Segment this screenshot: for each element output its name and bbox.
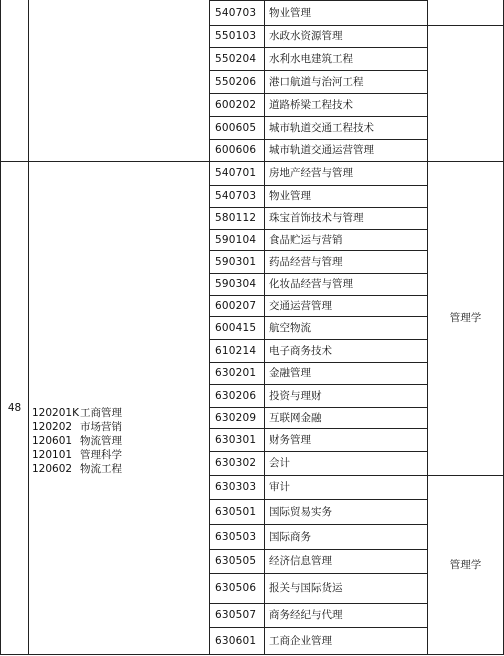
- program-code: 630302: [210, 452, 265, 476]
- program-name: 国际贸易实务: [265, 500, 428, 525]
- program-code: 630507: [210, 604, 265, 628]
- row-number-cell-previous: [0, 0, 29, 162]
- program-name: 审计: [265, 476, 428, 500]
- program-name: 药品经营与管理: [265, 251, 428, 274]
- major-item: [32, 434, 122, 448]
- program-name: 港口航道与治河工程: [265, 71, 428, 94]
- program-code: 550103: [210, 26, 265, 48]
- program-name: 商务经纪与代理: [265, 604, 428, 628]
- row-number-cell: 48: [0, 162, 29, 655]
- program-code: 600207: [210, 296, 265, 317]
- program-code: 630209: [210, 408, 265, 429]
- program-code: 630201: [210, 363, 265, 385]
- program-name: 投资与理财: [265, 385, 428, 408]
- program-name: 道路桥梁工程技术: [265, 94, 428, 117]
- program-code: 550204: [210, 48, 265, 71]
- program-code: 550206: [210, 71, 265, 94]
- program-code: 610214: [210, 340, 265, 363]
- program-name: 城市轨道交通运营管理: [265, 140, 428, 162]
- program-name: 会计: [265, 452, 428, 476]
- program-name: 食品贮运与营销: [265, 230, 428, 251]
- program-name: 互联网金融: [265, 408, 428, 429]
- program-code: 600202: [210, 94, 265, 117]
- program-name: 财务管理: [265, 429, 428, 452]
- category-cell-previous-b: [428, 26, 504, 162]
- program-code: 590301: [210, 251, 265, 274]
- major-name: 物流工程: [80, 463, 122, 475]
- program-name: 报关与国际货运: [265, 574, 428, 604]
- program-name: 电子商务技术: [265, 340, 428, 363]
- major-name: 工商管理: [80, 407, 122, 419]
- program-name: 水利水电建筑工程: [265, 48, 428, 71]
- program-code: 590304: [210, 274, 265, 296]
- program-name: 物业管理: [265, 186, 428, 208]
- program-code: 630503: [210, 525, 265, 550]
- program-code: 540701: [210, 162, 265, 186]
- major-code: 120202: [32, 421, 73, 433]
- major-code: 120602: [32, 463, 73, 475]
- program-code: 600605: [210, 117, 265, 140]
- program-code: 630301: [210, 429, 265, 452]
- major-name: 市场营销: [80, 421, 122, 433]
- major-item: [32, 448, 122, 462]
- category-cell-previous-a: [428, 0, 504, 26]
- program-code: 630506: [210, 574, 265, 604]
- program-name: 珠宝首饰技术与管理: [265, 208, 428, 230]
- majors-cell: [29, 162, 210, 655]
- program-name: 工商企业管理: [265, 628, 428, 655]
- program-code: 540703: [210, 186, 265, 208]
- program-code: 600415: [210, 317, 265, 340]
- program-name: 交通运营管理: [265, 296, 428, 317]
- program-code: 540703: [210, 0, 265, 26]
- program-code: 590104: [210, 230, 265, 251]
- major-name: 物流管理: [80, 435, 122, 447]
- major-name: 管理科学: [80, 449, 122, 461]
- program-name: 化妆品经营与管理: [265, 274, 428, 296]
- program-code: 600606: [210, 140, 265, 162]
- program-name: 金融管理: [265, 363, 428, 385]
- major-code: 120101: [32, 449, 73, 461]
- category-cell-second: 管理学: [428, 476, 504, 655]
- program-name: 航空物流: [265, 317, 428, 340]
- major-item: [32, 462, 122, 476]
- major-code: 120601: [32, 435, 73, 447]
- program-name: 物业管理: [265, 0, 428, 26]
- program-name: 国际商务: [265, 525, 428, 550]
- program-code: 630303: [210, 476, 265, 500]
- program-code: 630505: [210, 550, 265, 574]
- program-name: 城市轨道交通工程技术: [265, 117, 428, 140]
- major-code: 120201K: [32, 407, 79, 419]
- program-code: 630206: [210, 385, 265, 408]
- major-item: [32, 406, 122, 420]
- program-code: 630601: [210, 628, 265, 655]
- program-name: 经济信息管理: [265, 550, 428, 574]
- program-code: 580112: [210, 208, 265, 230]
- program-name: 水政水资源管理: [265, 26, 428, 48]
- major-item: [32, 420, 122, 434]
- program-name: 房地产经营与管理: [265, 162, 428, 186]
- majors-cell-previous: [29, 0, 210, 162]
- category-cell: 管理学: [428, 162, 504, 476]
- program-code: 630501: [210, 500, 265, 525]
